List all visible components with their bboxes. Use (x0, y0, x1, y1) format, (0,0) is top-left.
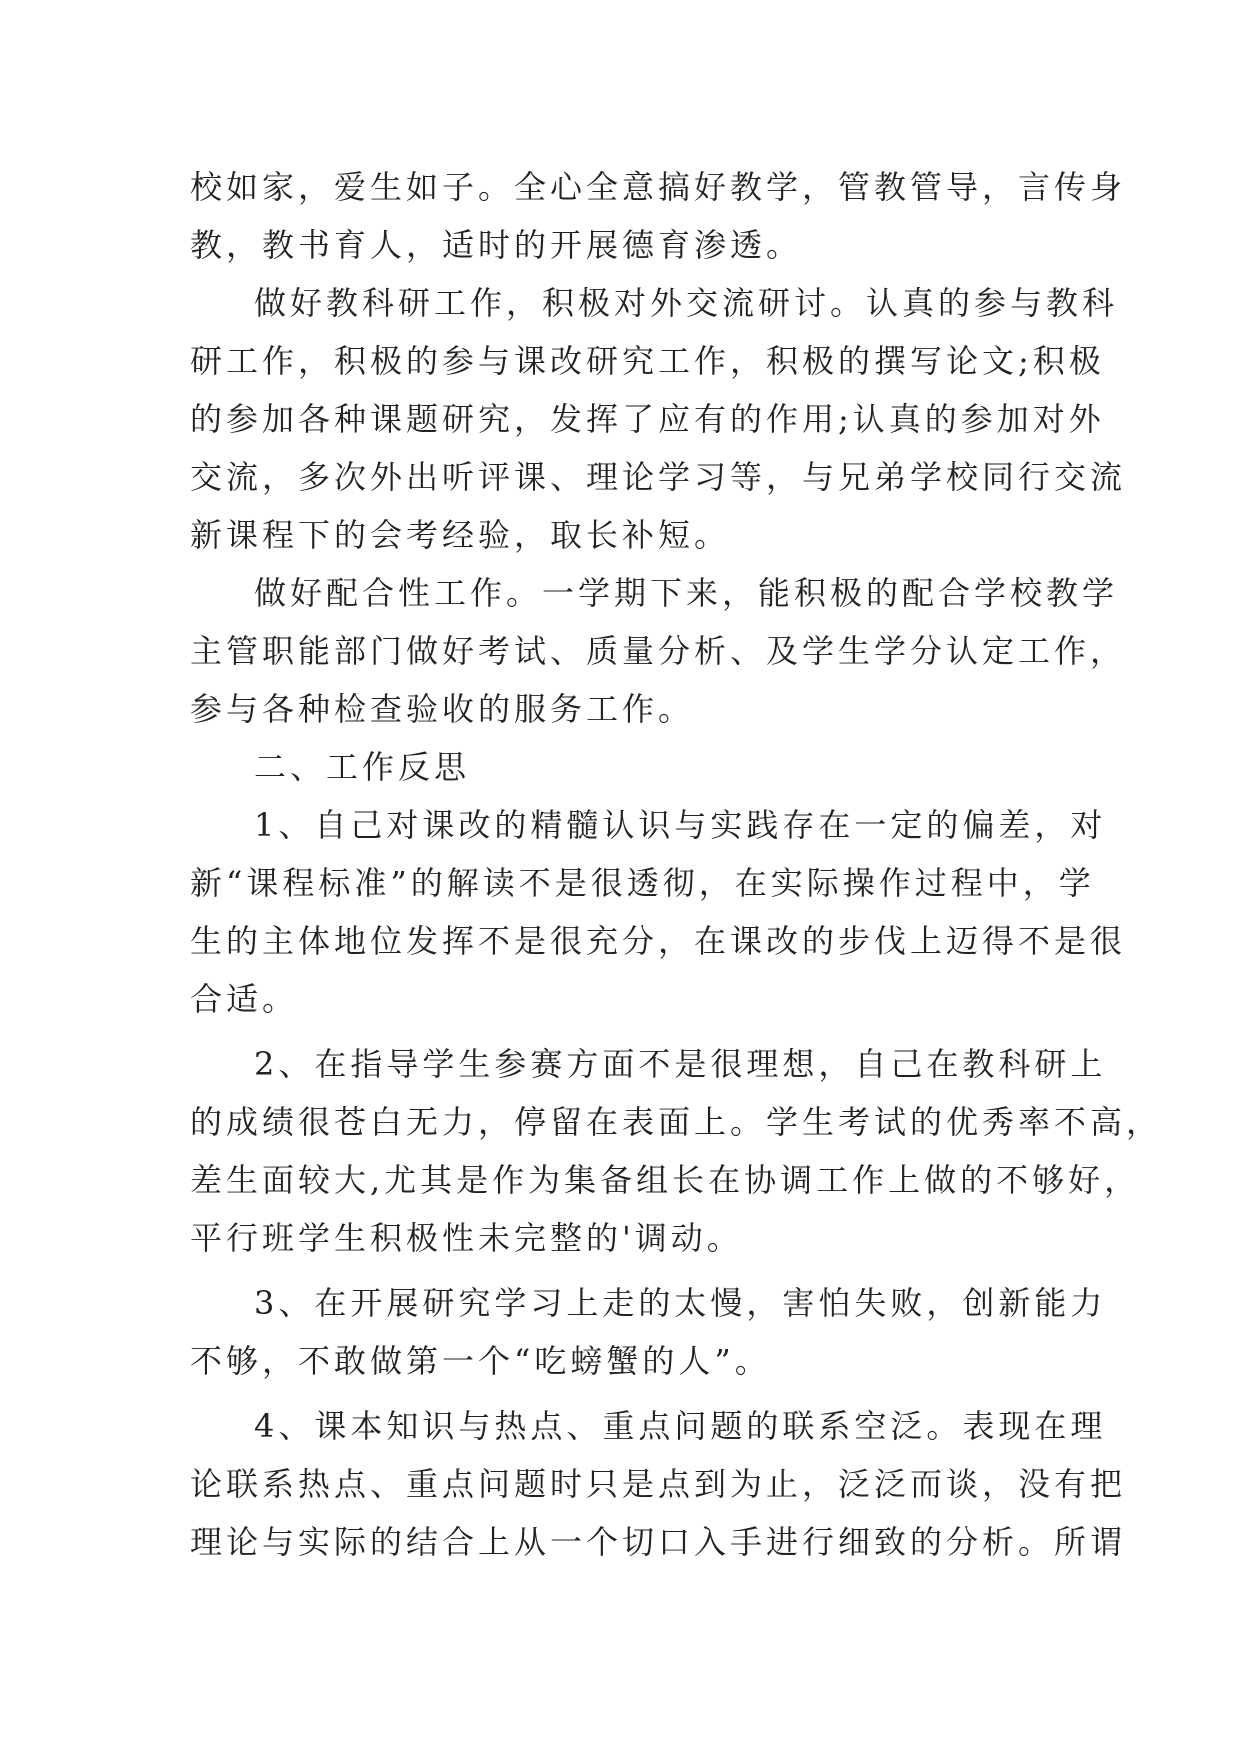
paragraph-start-line: 2、在指导学生参赛方面不是很理想，自己在教科研上 (254, 1045, 1107, 1083)
text-line: 不够，不敢做第一个“吃螃蟹的人”。 (190, 1342, 771, 1380)
text-line: 的参加各种课题研究，发挥了应有的作用;认真的参加对外 (190, 400, 1105, 438)
paragraph-start-line: 做好配合性工作。一学期下来，能积极的配合学校教学 (254, 574, 1119, 612)
text-line: 教，教书育人，适时的开展德育渗透。 (190, 226, 803, 264)
text-line: 平行班学生积极性未完整的'调动。 (190, 1219, 743, 1257)
text-line: 论联系热点、重点问题时只是点到为止，泛泛而谈，没有把 (190, 1465, 1127, 1503)
document-body (190, 158, 1163, 1571)
text-line: 交流，多次外出听评课、理论学习等，与兄弟学校同行交流 (190, 458, 1127, 496)
paragraph-start-line: 1、自己对课改的精髓认识与实践存在一定的偏差，对 (254, 806, 1107, 844)
text-line: 校如家，爱生如子。全心全意搞好教学，管教管导，言传身 (190, 168, 1127, 206)
section-heading: 二、工作反思 (254, 748, 471, 786)
text-line: 参与各种检查验收的服务工作。 (190, 690, 695, 728)
paragraph-start-line: 做好教科研工作，积极对外交流研讨。认真的参与教科 (254, 284, 1119, 322)
text-line: 研工作，积极的参与课改研究工作，积极的撰写论文;积极 (190, 342, 1105, 380)
paragraph-start-line: 4、课本知识与热点、重点问题的联系空泛。表现在理 (254, 1407, 1107, 1445)
text-line: 生的主体地位发挥不是很充分，在课改的步伐上迈得不是很 (190, 922, 1127, 960)
text-line: 新“课程标准”的解读不是很透彻，在实际操作过程中，学 (190, 864, 1095, 902)
text-line: 理论与实际的结合上从一个切口入手进行细致的分析。所谓 (190, 1523, 1127, 1561)
paragraph-start-line: 3、在开展研究学习上走的太慢，害怕失败，创新能力 (254, 1284, 1107, 1322)
text-line: 新课程下的会考经验，取长补短。 (190, 516, 731, 554)
text-line: 主管职能部门做好考试、质量分析、及学生学分认定工作， (190, 632, 1127, 670)
text-line: 差生面较大,尤其是作为集备组长在协调工作上做的不够好， (190, 1161, 1141, 1199)
text-line: 合适。 (190, 980, 299, 1018)
text-line: 的成绩很苍白无力，停留在表面上。学生考试的优秀率不高， (190, 1103, 1163, 1141)
